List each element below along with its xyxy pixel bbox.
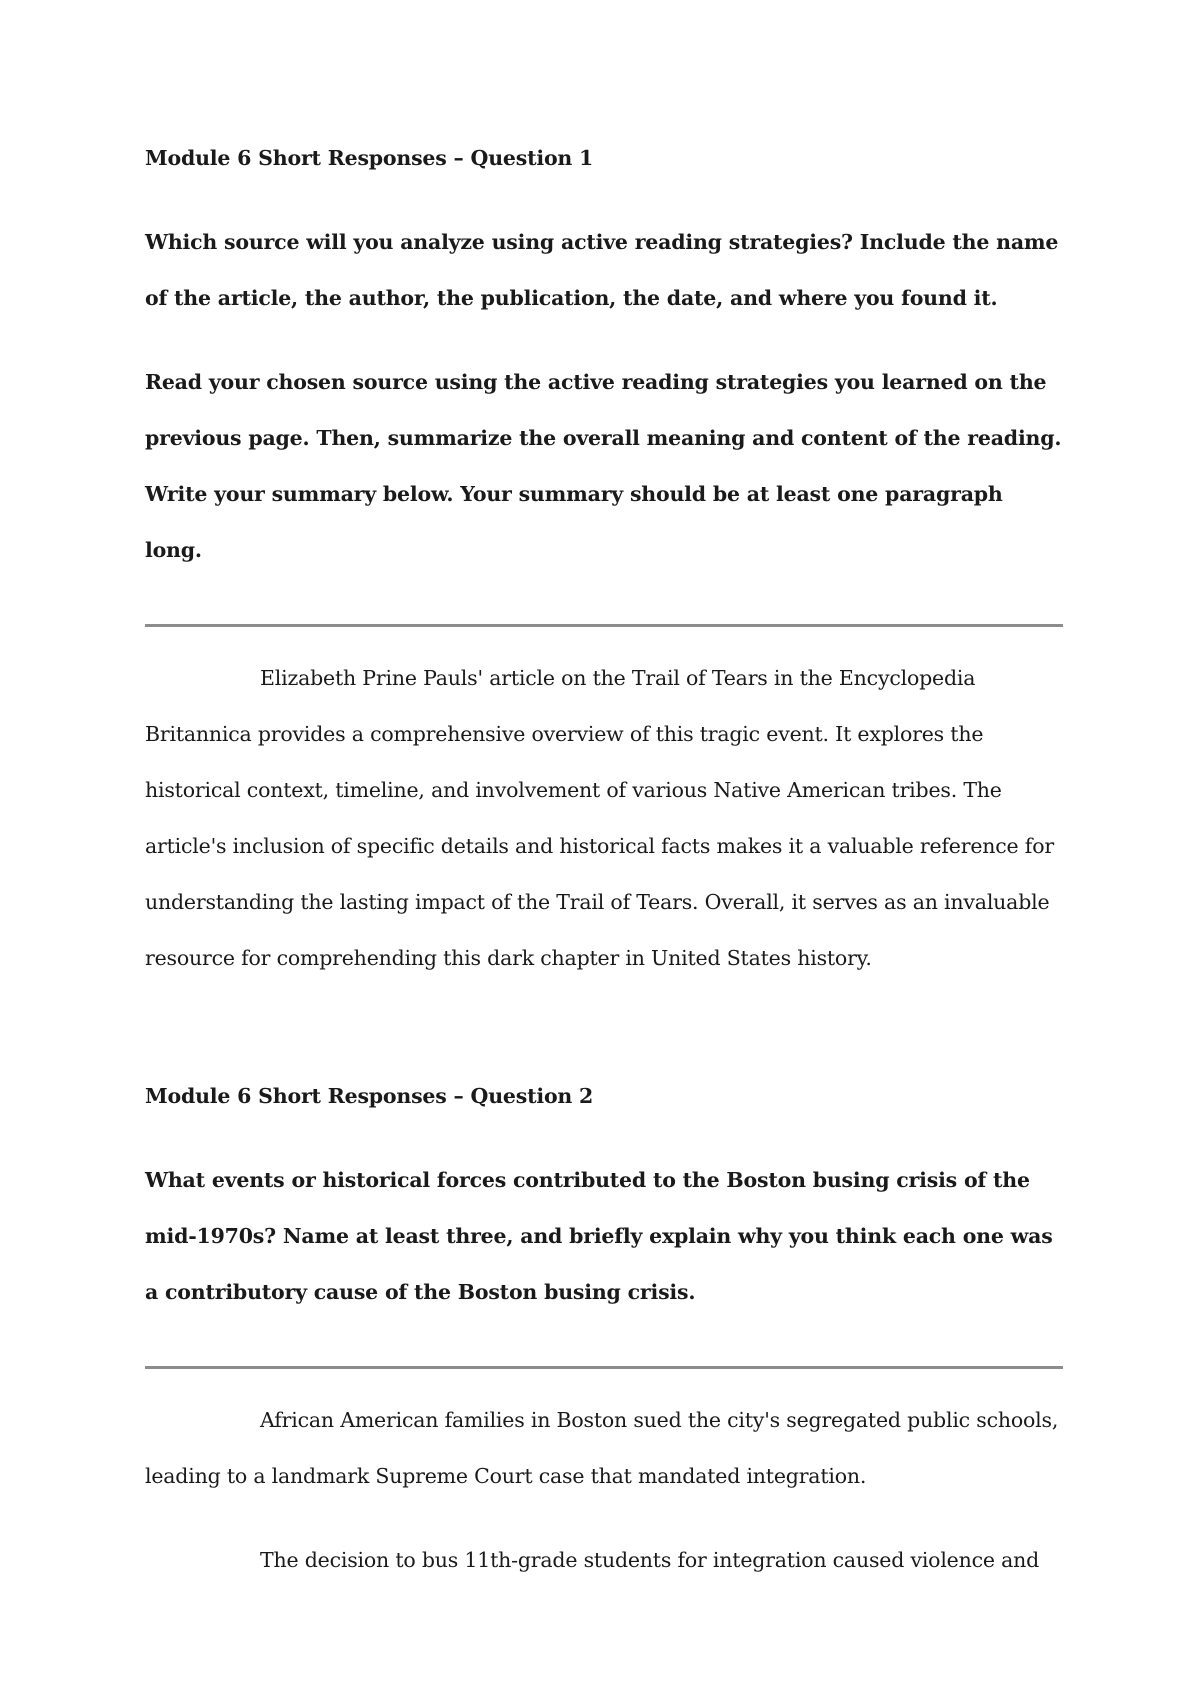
question1-heading: Module 6 Short Responses – Question 1 [145, 146, 594, 170]
question2-answer-paragraph-2: The decision to bus 11th-grade students for integration caused violence and [260, 1548, 1040, 1572]
question1-answer: Elizabeth Prine Pauls' article on the Trail of Tears in the Encyclopedia Britannica provides a comprehensive overview of this tragic event. It explores the historical context, timeline, and involvement of various Native American tribes. The article's inclusion of specific details and historical facts makes it a valuable reference for understanding the lasting impact of the Trail of Tears. Overall, it serves as an invaluable resource for comprehending this dark chapter in United States history. [145, 666, 1054, 970]
document-content [145, 130, 1065, 1588]
question1-prompt-a: Which source will you analyze using active reading strategies? Include the name of the article, the author, the publication, the date, and where you found it. [145, 230, 1059, 310]
question2-answer-paragraph-1: African American families in Boston sued the city's segregated public schools, leading to a landmark Supreme Court case that mandated integration. [145, 1408, 1059, 1488]
question2-prompt: What events or historical forces contributed to the Boston busing crisis of the mid-1970s? Name at least three, and briefly explain why you think each one was a contributory cause of the Boston busing crisis. [145, 1168, 1053, 1304]
question2-heading: Module 6 Short Responses – Question 2 [145, 1084, 594, 1108]
question1-prompt-b: Read your chosen source using the active reading strategies you learned on the previous page. Then, summarize the overall meaning and content of the reading. Write your summary below. Your summary should be at least one paragraph long. [145, 370, 1062, 562]
